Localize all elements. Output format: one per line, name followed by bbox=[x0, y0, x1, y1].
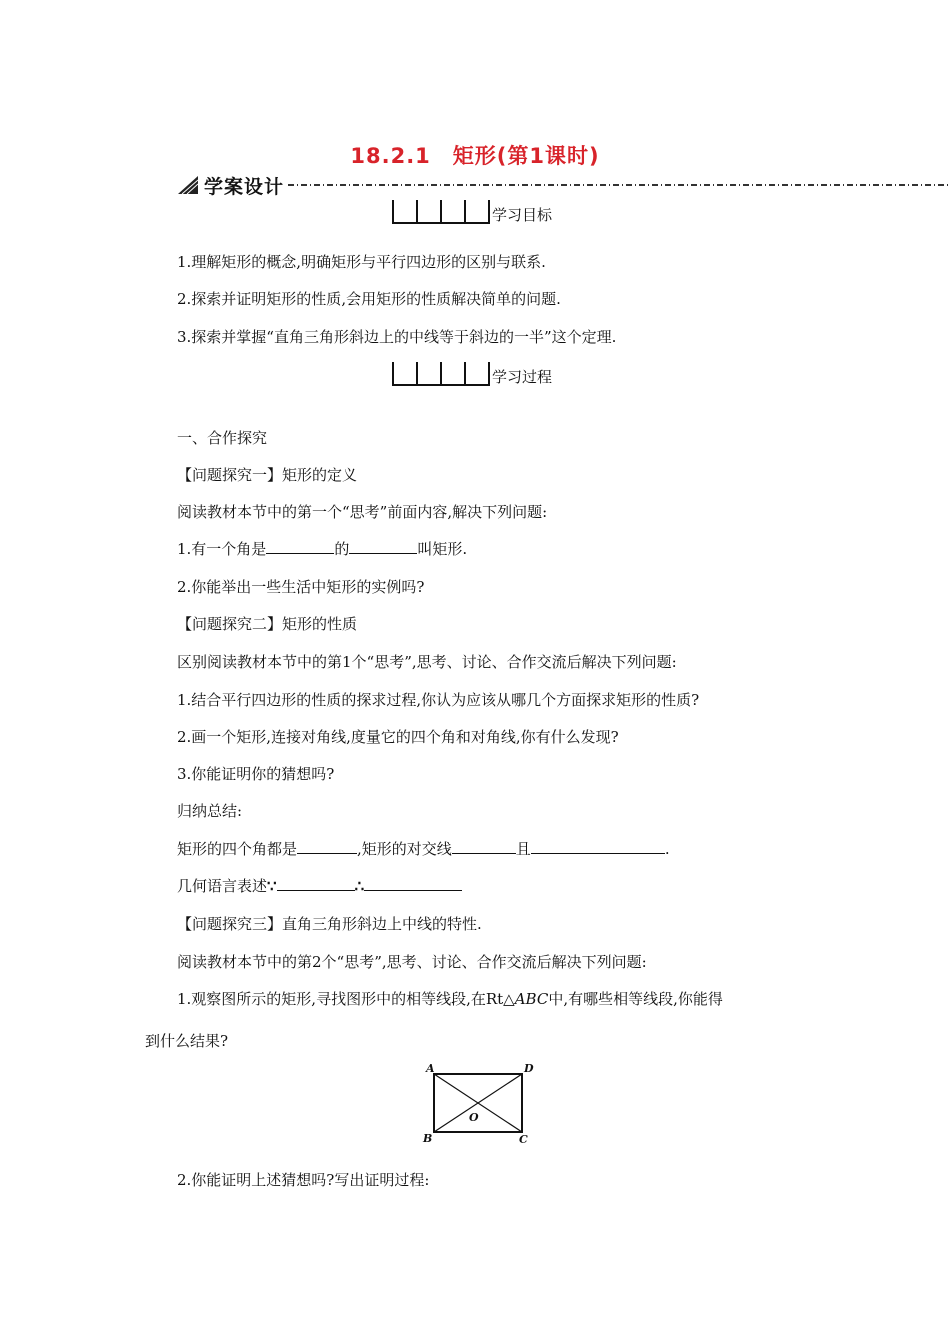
answer-blank[interactable] bbox=[452, 839, 516, 854]
answer-blank[interactable] bbox=[349, 539, 417, 554]
question-item: 2.画一个矩形,连接对角线,度量它的四个角和对角线,你有什么发现? bbox=[177, 728, 619, 746]
fill-geometry: 几何语言表述∵ ∴ bbox=[177, 876, 462, 896]
page-title: 18.2.1 矩形(第1课时) bbox=[350, 144, 600, 168]
question-item-continued: 到什么结果? bbox=[145, 1032, 229, 1050]
section-banner bbox=[178, 172, 284, 198]
goal-item: 2.探索并证明矩形的性质,会用矩形的性质解决简单的问题. bbox=[177, 290, 561, 308]
section-heading-process bbox=[392, 362, 552, 386]
dashed-divider bbox=[288, 184, 948, 186]
fill-question: 1.有一个角是 的 叫矩形. bbox=[177, 540, 468, 558]
answer-blank[interactable] bbox=[531, 839, 665, 854]
vertex-label-b: B bbox=[423, 1132, 433, 1145]
question-intro: 阅读教材本节中的第一个“思考”前面内容,解决下列问题: bbox=[177, 503, 548, 521]
section-label: 学习目标 bbox=[492, 206, 553, 224]
question-header: 【问题探究一】矩形的定义 bbox=[177, 466, 358, 484]
banner-label: 学案设计 bbox=[204, 175, 285, 198]
goal-item: 3.探索并掌握“直角三角形斜边上的中线等于斜边的一半”这个定理. bbox=[177, 328, 617, 346]
answer-blank[interactable] bbox=[364, 876, 462, 891]
fill-summary: 矩形的四个角都是 ,矩形的对交线 且 . bbox=[177, 840, 670, 858]
vertex-label-c: C bbox=[519, 1133, 528, 1146]
vertex-label-a: A bbox=[426, 1062, 435, 1075]
triangle-icon bbox=[178, 176, 198, 194]
grid-icon bbox=[392, 362, 490, 386]
summary-label: 归纳总结: bbox=[177, 802, 243, 820]
question-item: 2.你能举出一些生活中矩形的实例吗? bbox=[177, 578, 425, 596]
vertex-label-d: D bbox=[524, 1062, 534, 1075]
question-header: 【问题探究二】矩形的性质 bbox=[177, 615, 358, 633]
answer-blank[interactable] bbox=[297, 839, 357, 854]
rectangle-diagram bbox=[420, 1062, 540, 1150]
grid-icon bbox=[392, 200, 490, 224]
part-heading: 一、合作探究 bbox=[177, 429, 268, 447]
answer-blank[interactable] bbox=[266, 539, 334, 554]
section-heading-goals bbox=[392, 200, 552, 224]
section-label: 学习过程 bbox=[492, 368, 553, 386]
question-intro: 区别阅读教材本节中的第1个“思考”,思考、讨论、合作交流后解决下列问题: bbox=[177, 653, 677, 671]
question-item: 1.观察图所示的矩形,寻找图形中的相等线段,在Rt△ABC中,有哪些相等线段,你能得 bbox=[177, 990, 723, 1008]
question-intro: 阅读教材本节中的第2个“思考”,思考、讨论、合作交流后解决下列问题: bbox=[177, 953, 647, 971]
center-label-o: O bbox=[469, 1111, 479, 1124]
answer-blank[interactable] bbox=[277, 876, 355, 891]
question-item: 2.你能证明上述猜想吗?写出证明过程: bbox=[177, 1171, 430, 1189]
goal-item: 1.理解矩形的概念,明确矩形与平行四边形的区别与联系. bbox=[177, 253, 546, 271]
question-item: 1.结合平行四边形的性质的探求过程,你认为应该从哪几个方面探求矩形的性质? bbox=[177, 691, 700, 709]
question-item: 3.你能证明你的猜想吗? bbox=[177, 765, 335, 783]
question-header: 【问题探究三】直角三角形斜边上中线的特性. bbox=[177, 915, 482, 933]
